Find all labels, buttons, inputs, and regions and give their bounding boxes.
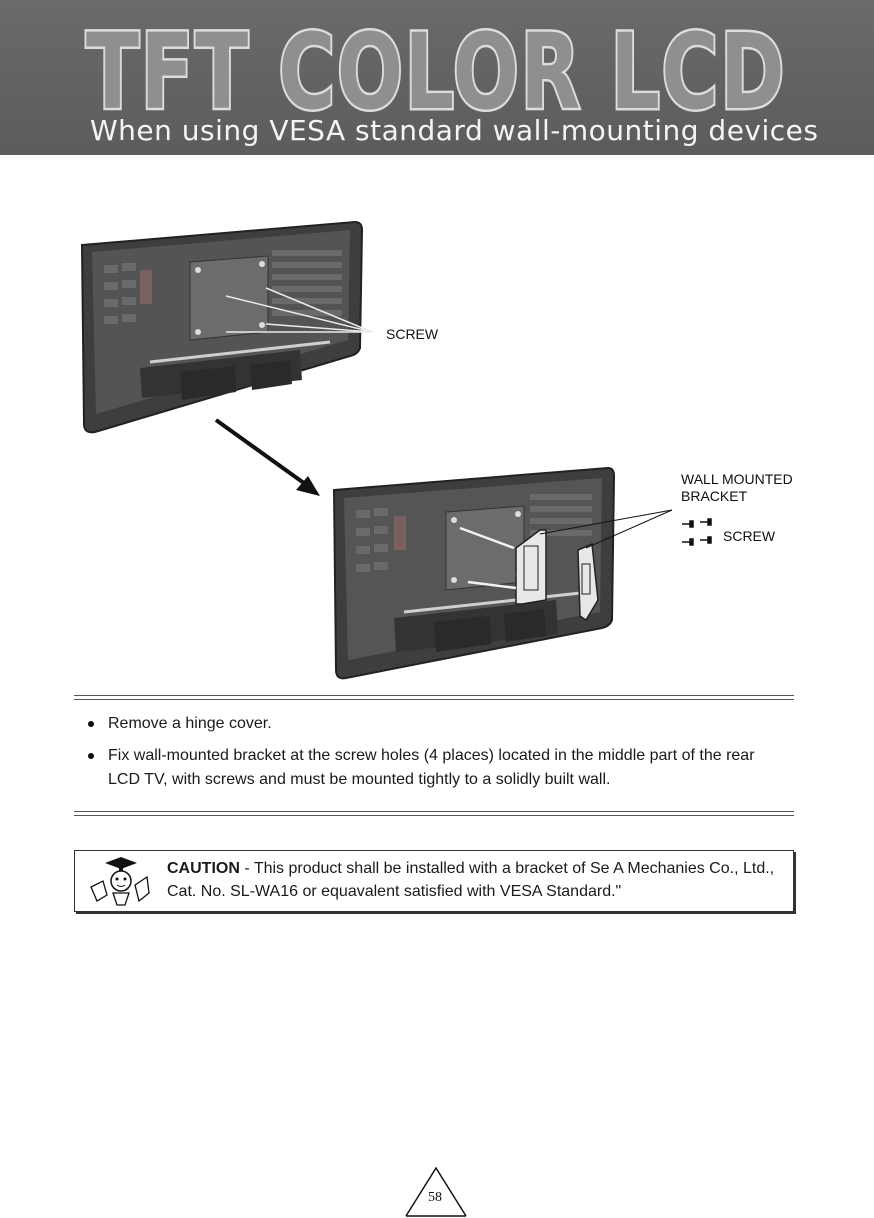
step-arrow: [216, 420, 308, 486]
caution-label: CAUTION: [167, 860, 240, 877]
caution-box: [74, 850, 794, 912]
divider-top: [74, 695, 794, 700]
monitor-rear-bottom: [334, 468, 614, 678]
bullet-icon: [88, 721, 94, 727]
page-number: 58: [428, 1190, 442, 1205]
bracket-screw-label: SCREW: [723, 528, 776, 544]
header-banner: [0, 0, 874, 155]
screw-icons: [682, 519, 711, 545]
logo-text: TFT COLOR LCD: [86, 11, 786, 133]
mascot-icon: [87, 855, 151, 907]
list-item: [84, 712, 784, 736]
monitor-rear-top: [82, 222, 362, 432]
step-text: Fix wall-mounted bracket at the screw holes (4 places) located in the middle part of the rear LCD TV, with screws and must be mounted tightly to a solidly built wall.: [108, 747, 755, 788]
list-item: [84, 744, 784, 792]
caution-body: - This product shall be installed with a bracket of Se A Mechanies Co., Ltd., Cat. No. SL-WA16 or equavalent satisfied with VESA Standard.": [167, 860, 775, 900]
bracket-label-line2: BRACKET: [681, 488, 748, 504]
page-title: When using VESA standard wall-mounting devices: [90, 114, 819, 147]
caution-text: [167, 857, 777, 903]
wall-mount-diagram: [0, 160, 874, 690]
instruction-list: [84, 712, 784, 800]
divider-bottom: [74, 811, 794, 816]
bracket-label-line1: WALL MOUNTED: [681, 471, 793, 487]
screw-label: SCREW: [386, 326, 439, 342]
bullet-icon: [88, 753, 94, 759]
step-text: Remove a hinge cover.: [108, 715, 272, 732]
